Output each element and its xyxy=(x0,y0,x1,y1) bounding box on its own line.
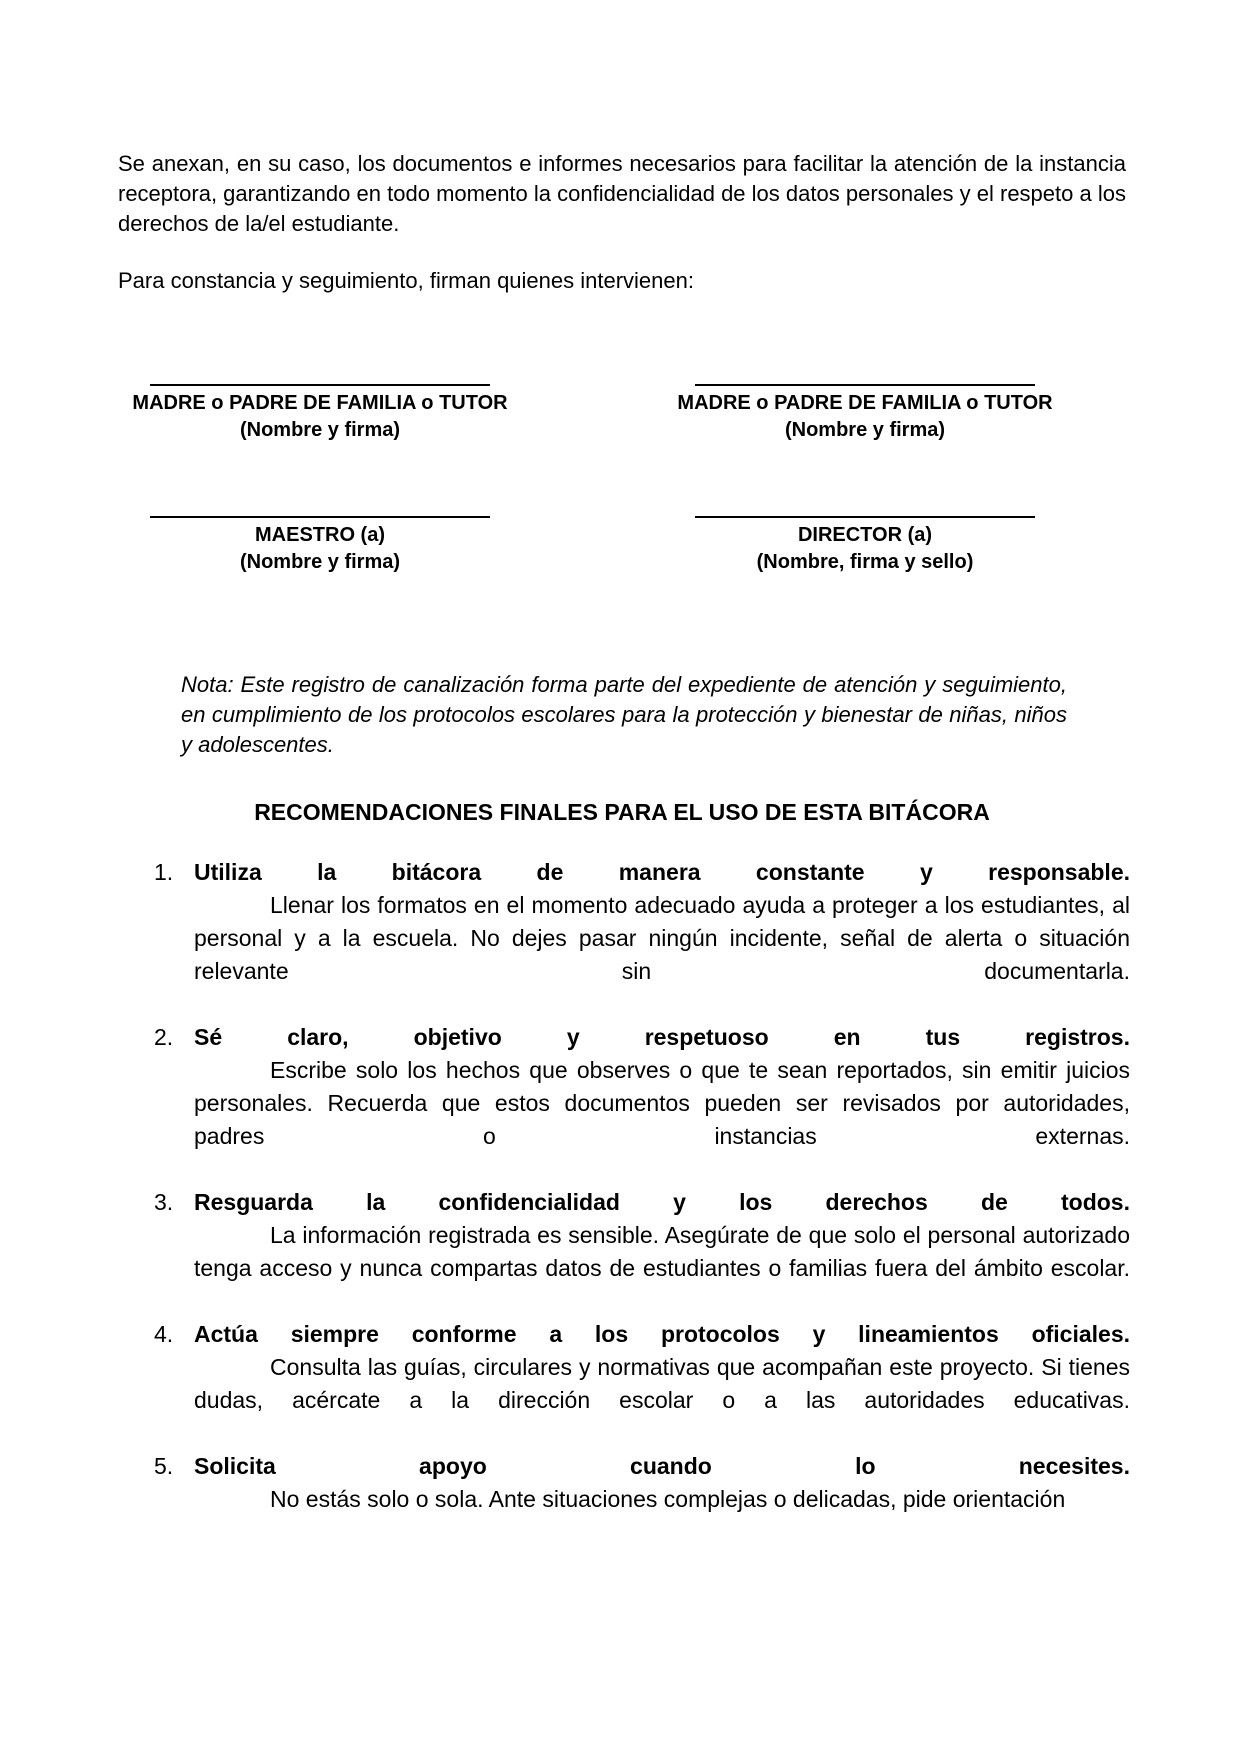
signers-intro-paragraph: Para constancia y seguimiento, firman quienes intervienen: xyxy=(118,268,694,293)
signature-block-director xyxy=(645,516,1085,576)
recommendation-number: 4. xyxy=(154,1321,174,1347)
recommendation-item xyxy=(0,1021,1241,1153)
recommendation-item xyxy=(0,1186,1241,1285)
signature-line xyxy=(150,516,490,518)
recommendation-heading: Actúa siempre conforme a los protocolos y lineamientos oficiales. xyxy=(194,1321,1130,1347)
signature-caption: (Nombre y firma) xyxy=(239,551,401,573)
recommendation-body: Escribe solo los hechos que observes o que te sean reportados, sin emitir juicios personales. Recuerda que estos documentos pueden ser revisados por autoridades, padres o instancias externas. xyxy=(194,1057,1130,1149)
recommendation-heading: Sé claro, objetivo y respetuoso en tus registros. xyxy=(194,1024,1130,1050)
signature-role: MADRE o PADRE DE FAMILIA o TUTOR xyxy=(677,392,1053,414)
recommendation-heading: Resguarda la confidencialidad y los derechos de todos. xyxy=(194,1189,1130,1215)
recommendation-number: 5. xyxy=(154,1453,174,1479)
recommendation-item xyxy=(0,856,1241,988)
note-paragraph: Nota: Este registro de canalización forma parte del expediente de atención y seguimiento, en cumplimiento de los protocolos escolares para la protección y bienestar de niñas, niños y adolescentes. xyxy=(181,672,1067,757)
signature-block-parent-2 xyxy=(645,384,1085,444)
signature-block-parent-1 xyxy=(100,384,540,444)
recommendation-number: 3. xyxy=(154,1189,174,1215)
recommendations-title: RECOMENDACIONES FINALES PARA EL USO DE ESTA BITÁCORA xyxy=(254,799,990,825)
recommendation-item xyxy=(0,1450,1241,1516)
signature-caption: (Nombre y firma) xyxy=(784,419,946,441)
signature-role: MAESTRO (a) xyxy=(255,524,385,546)
signature-block-teacher xyxy=(100,516,540,576)
intro-paragraph: Se anexan, en su caso, los documentos e informes necesarios para facilitar la atención de la instancia receptora, garantizando en todo momento la confidencialidad de los datos personales y el respeto a los derechos de la/el estudiante. xyxy=(118,151,1126,236)
recommendation-number: 2. xyxy=(154,1024,174,1050)
recommendation-body: La información registrada es sensible. Asegúrate de que solo el personal autorizado tenga acceso y nunca compartas datos de estudiantes o familias fuera del ámbito escolar. xyxy=(194,1222,1130,1281)
signature-line xyxy=(695,516,1035,518)
recommendation-body: Llenar los formatos en el momento adecuado ayuda a proteger a los estudiantes, al personal y a la escuela. No dejes pasar ningún incidente, señal de alerta o situación relevante sin documentarla. xyxy=(194,892,1130,984)
recommendation-body: Consulta las guías, circulares y normativas que acompañan este proyecto. Si tienes dudas, acércate a la dirección escolar o a las autoridades educativas. xyxy=(194,1354,1130,1413)
recommendation-number: 1. xyxy=(154,859,174,885)
recommendation-heading: Solicita apoyo cuando lo necesites. xyxy=(194,1453,1130,1479)
signature-line xyxy=(150,384,490,386)
recommendation-item xyxy=(0,1318,1241,1417)
recommendations-list xyxy=(0,856,1241,1549)
signature-role: DIRECTOR (a) xyxy=(797,524,933,546)
signature-line xyxy=(695,384,1035,386)
signature-caption: (Nombre, firma y sello) xyxy=(756,551,974,573)
recommendation-body: No estás solo o sola. Ante situaciones complejas o delicadas, pide orientación xyxy=(270,1486,1066,1512)
signature-caption: (Nombre y firma) xyxy=(239,419,401,441)
signature-role: MADRE o PADRE DE FAMILIA o TUTOR xyxy=(132,392,508,414)
recommendation-heading: Utiliza la bitácora de manera constante y responsable. xyxy=(194,859,1130,885)
